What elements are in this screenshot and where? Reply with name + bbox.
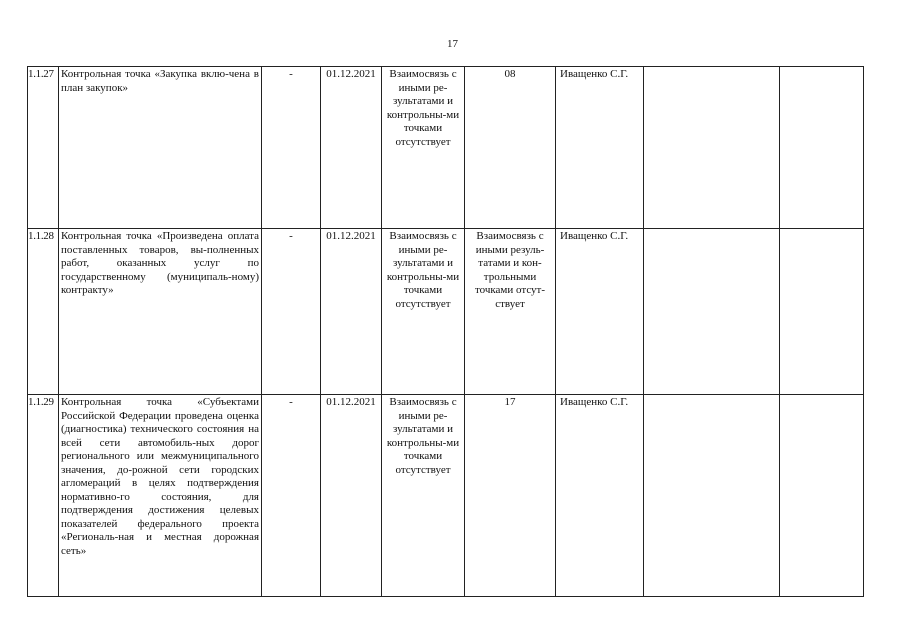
row-code: 08 bbox=[465, 67, 556, 229]
row-dash: - bbox=[262, 395, 321, 597]
page-number: 17 bbox=[447, 38, 458, 50]
table-row bbox=[28, 67, 864, 229]
row-number: 1.1.27 bbox=[28, 67, 59, 229]
row-responsible: Иващенко С.Г. bbox=[556, 229, 644, 395]
control-points-table bbox=[27, 66, 864, 597]
row-name: Контрольная точка «Закупка вклю-чена в план закупок» bbox=[59, 67, 262, 229]
table-row bbox=[28, 229, 864, 395]
row-dash: - bbox=[262, 229, 321, 395]
row-dash: - bbox=[262, 67, 321, 229]
row-empty-cell bbox=[780, 395, 864, 597]
row-relation: Взаимосвязь с иными ре-зультатами и контрольны-ми точками отсутствует bbox=[382, 67, 465, 229]
row-empty-cell bbox=[780, 67, 864, 229]
row-number: 1.1.29 bbox=[28, 395, 59, 597]
table-row bbox=[28, 395, 864, 597]
row-name: Контрольная точка «Произведена оплата поставленных товаров, вы-полненных работ, оказанных услуг по государственному (муниципаль-ному) контракту» bbox=[59, 229, 262, 395]
row-date: 01.12.2021 bbox=[321, 229, 382, 395]
row-relation: Взаимосвязь с иными ре-зультатами и контрольны-ми точками отсутствует bbox=[382, 229, 465, 395]
row-empty-cell bbox=[644, 229, 780, 395]
row-responsible: Иващенко С.Г. bbox=[556, 395, 644, 597]
row-relation: Взаимосвязь с иными ре-зультатами и контрольны-ми точками отсутствует bbox=[382, 395, 465, 597]
row-empty-cell bbox=[644, 395, 780, 597]
row-number: 1.1.28 bbox=[28, 229, 59, 395]
row-date: 01.12.2021 bbox=[321, 67, 382, 229]
row-code: 17 bbox=[465, 395, 556, 597]
row-responsible: Иващенко С.Г. bbox=[556, 67, 644, 229]
row-code: Взаимосвязь с иными резуль-татами и кон-трольными точками отсут-ствует bbox=[465, 229, 556, 395]
row-name: Контрольная точка «Субъектами Российской Федерации проведена оценка (диагностика) технического состояния на всей сети автомобиль-ных дорог регионального или межмуниципального значения, до-рожной сети городских агломераций в целях подтверждения нормативно-го состояния, для подтверждения достижения целевых показателей федерального проекта «Региональ-ная и местная дорожная сеть» bbox=[59, 395, 262, 597]
row-date: 01.12.2021 bbox=[321, 395, 382, 597]
row-empty-cell bbox=[780, 229, 864, 395]
row-empty-cell bbox=[644, 67, 780, 229]
